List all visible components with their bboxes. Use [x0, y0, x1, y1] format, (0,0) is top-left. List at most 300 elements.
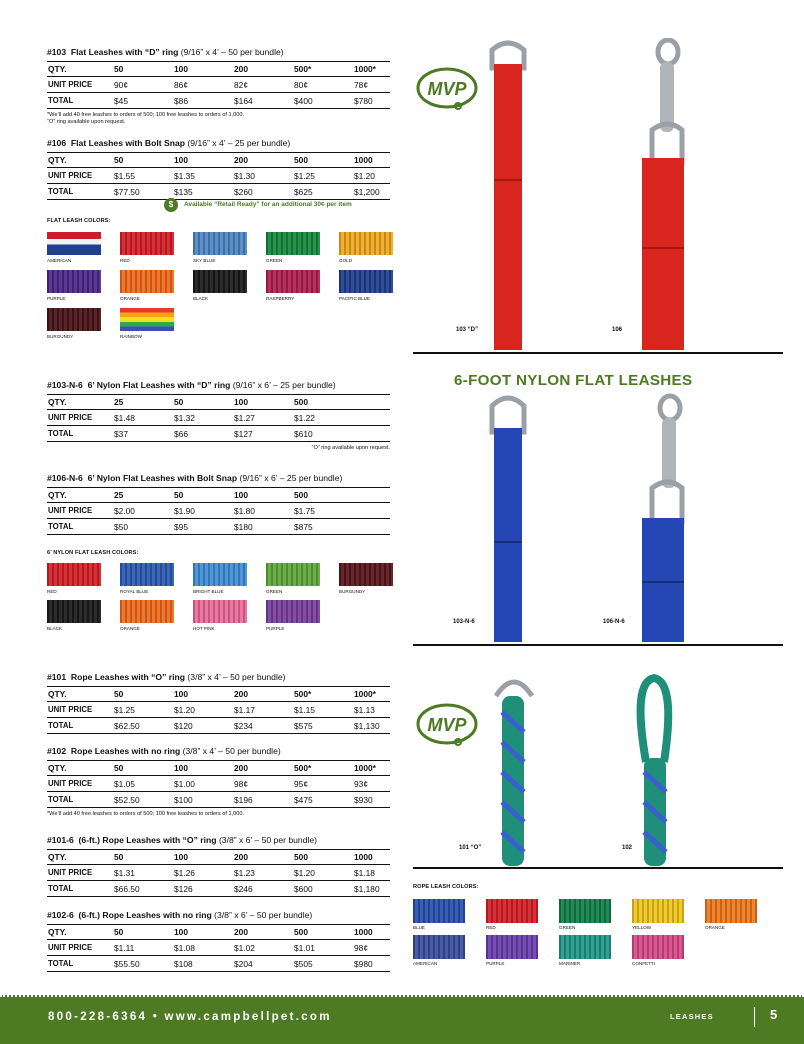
- table-header-row: [47, 761, 390, 776]
- price-table: [47, 686, 390, 734]
- color-swatch: [120, 270, 174, 293]
- table-header-cell: 200: [233, 761, 293, 776]
- label-101-o: 101 “O”: [459, 845, 482, 851]
- product-spec: (9/16” x 6’ – 25 per bundle): [232, 380, 336, 390]
- table-header-cell: 50: [173, 488, 233, 503]
- table-cell: $1.13: [353, 702, 390, 718]
- table-header-cell: 1000: [353, 925, 390, 940]
- table-cell: $1.90: [173, 503, 233, 519]
- color-swatch: [339, 563, 393, 586]
- table-header-cell: 500: [293, 395, 353, 410]
- color-swatch: [705, 899, 757, 923]
- table-cell: $2.00: [113, 503, 173, 519]
- table-header-row: [47, 153, 390, 168]
- table-header-cell: 100: [233, 488, 293, 503]
- swatch-label: GREEN: [266, 258, 283, 263]
- table-cell: 90¢: [113, 77, 173, 93]
- table-header-row: [47, 488, 390, 503]
- color-swatch: [47, 232, 101, 255]
- table-cell: TOTAL: [47, 93, 113, 109]
- table-row: [47, 718, 390, 734]
- table-cell: 82¢: [233, 77, 293, 93]
- table-cell: $1.55: [113, 168, 173, 184]
- swatch-label: BURGUNDY: [339, 589, 366, 594]
- footnote-line: “O” ring available upon request.: [311, 445, 390, 451]
- swatch-label: BURGUNDY: [47, 334, 74, 339]
- table-cell: UNIT PRICE: [47, 940, 113, 956]
- color-swatch: [266, 563, 320, 586]
- product-title: Rope Leashes with no ring: [70, 746, 181, 756]
- table-cell: $86: [173, 93, 233, 109]
- table-cell: $1,200: [353, 184, 390, 200]
- footer: [0, 995, 804, 1044]
- color-swatch: [120, 563, 174, 586]
- table-header-cell: 50: [113, 687, 173, 702]
- footer-separator: [754, 1007, 755, 1027]
- table-cell: $196: [233, 792, 293, 808]
- table-cell: 95¢: [293, 776, 353, 792]
- color-swatch: [413, 935, 465, 959]
- footnote-line: *We’ll add 40 free leashes to orders of 500; 100 free leashes to orders of 1,000.: [47, 112, 245, 118]
- table-header-cell: 100: [173, 761, 233, 776]
- table-header-cell: 50: [113, 761, 173, 776]
- label-106-n-6: 106-N-6: [603, 619, 625, 625]
- table-cell: 80¢: [293, 77, 353, 93]
- table-header-cell: 1000*: [353, 687, 390, 702]
- table-header-cell: 1000: [353, 153, 390, 168]
- color-swatch: [559, 899, 611, 923]
- product-title: Rope Leashes with “O” ring: [70, 672, 186, 682]
- table-header-cell: QTY.: [47, 488, 113, 503]
- table-cell: $1.80: [233, 503, 293, 519]
- color-swatch: [47, 270, 101, 293]
- price-table: [47, 487, 390, 535]
- swatch-label: YELLOW: [632, 925, 652, 930]
- table-cell: $1.18: [353, 865, 390, 881]
- table-cell: UNIT PRICE: [47, 865, 113, 881]
- table-header-cell: QTY.: [47, 850, 113, 865]
- swatch-label: ORANGE: [120, 626, 140, 631]
- product-title: (6-ft.) Rope Leashes with no ring: [78, 910, 212, 920]
- leash-103-d-photo: [478, 40, 538, 350]
- swatch-label: AMERICAN: [413, 961, 438, 966]
- product-title: 6’ Nylon Flat Leashes with Bolt Snap: [87, 473, 238, 483]
- table-header-cell: 500: [293, 153, 353, 168]
- swatch-label: AMERICAN: [47, 258, 72, 263]
- table-header-cell: 500*: [293, 761, 353, 776]
- table-cell: $1.48: [113, 410, 173, 426]
- table-cell: $1.20: [353, 168, 390, 184]
- table-cell: $180: [233, 519, 293, 535]
- table-cell: $1.27: [233, 410, 293, 426]
- table-header-cell: 200: [233, 62, 293, 77]
- product-code: #102: [47, 746, 67, 756]
- table-row: [47, 410, 390, 426]
- table-cell: $1.35: [173, 168, 233, 184]
- price-table: [47, 152, 390, 200]
- color-swatch: [120, 232, 174, 255]
- swatch-label: PACIFIC BLUE: [339, 296, 371, 301]
- color-swatch: [193, 270, 247, 293]
- section-102: [47, 746, 390, 818]
- table-cell: $610: [293, 426, 353, 442]
- swatch-title: ROPE LEASH COLORS:: [413, 884, 479, 890]
- table-header-cell: 500: [293, 488, 353, 503]
- table-cell: $1.20: [293, 865, 353, 881]
- table-cell: UNIT PRICE: [47, 77, 113, 93]
- table-header-cell: 500: [293, 850, 353, 865]
- table-cell: $1.25: [113, 702, 173, 718]
- table-cell: $575: [293, 718, 353, 734]
- product-title: Flat Leashes with “D” ring: [70, 47, 179, 57]
- color-swatch: [193, 232, 247, 255]
- table-cell: $1.31: [113, 865, 173, 881]
- table-cell: [353, 503, 390, 519]
- product-spec: (9/16” x 4’ – 25 per bundle): [187, 138, 291, 148]
- table-cell: $126: [173, 881, 233, 897]
- color-swatch: [632, 935, 684, 959]
- table-header-row: [47, 850, 390, 865]
- table-cell: $1.20: [173, 702, 233, 718]
- swatch-title: 6’ NYLON FLAT LEASH COLORS:: [47, 550, 139, 556]
- table-header-cell: 1000: [353, 850, 390, 865]
- table-cell: TOTAL: [47, 881, 113, 897]
- table-cell: $246: [233, 881, 293, 897]
- swatch-label: GREEN: [266, 589, 283, 594]
- swatch-label: HOT PINK: [193, 626, 215, 631]
- table-cell: $1.30: [233, 168, 293, 184]
- table-row: [47, 93, 390, 109]
- color-swatch: [413, 899, 465, 923]
- table-header-row: [47, 687, 390, 702]
- table-header-cell: QTY.: [47, 925, 113, 940]
- table-cell: $66: [173, 426, 233, 442]
- table-cell: $1.17: [233, 702, 293, 718]
- table-cell: UNIT PRICE: [47, 168, 113, 184]
- label-103-d: 103 “D”: [456, 327, 479, 333]
- table-cell: $66.50: [113, 881, 173, 897]
- table-header-cell: 200: [233, 925, 293, 940]
- table-cell: $980: [353, 956, 390, 972]
- table-header-cell: 100: [173, 925, 233, 940]
- color-swatch: [559, 935, 611, 959]
- retail-ready-note: Available “Retail Ready” for an additional 30¢ per item: [184, 201, 352, 208]
- table-cell: TOTAL: [47, 792, 113, 808]
- table-cell: $204: [233, 956, 293, 972]
- table-header-cell: 200: [233, 850, 293, 865]
- table-header-cell: 50: [113, 850, 173, 865]
- table-row: [47, 702, 390, 718]
- table-header-cell: 50: [113, 925, 173, 940]
- footnote-line: *We’ll add 40 free leashes to orders of 500; 100 free leashes to orders of 1,000.: [47, 811, 245, 817]
- leash-101-o-photo: [486, 672, 546, 866]
- color-swatch: [47, 308, 101, 331]
- table-cell: $120: [173, 718, 233, 734]
- table-cell: $127: [233, 426, 293, 442]
- section-title: [47, 473, 390, 483]
- table-header-cell: QTY.: [47, 153, 113, 168]
- section-101: [47, 672, 390, 734]
- swatch-label: RASPBERRY: [266, 296, 295, 301]
- table-row: [47, 77, 390, 93]
- product-title: 6’ Nylon Flat Leashes with “D” ring: [87, 380, 231, 390]
- color-swatch: [47, 563, 101, 586]
- svg-text:MVP: MVP: [427, 715, 467, 735]
- price-table: [47, 924, 390, 972]
- table-cell: $1.75: [293, 503, 353, 519]
- table-header-cell: 25: [113, 395, 173, 410]
- swatch-label: ROYAL BLUE: [120, 589, 149, 594]
- leash-102-photo: [628, 672, 688, 866]
- table-cell: TOTAL: [47, 184, 113, 200]
- table-header-cell: 50: [113, 153, 173, 168]
- table-row: [47, 956, 390, 972]
- table-header-cell: 50: [113, 62, 173, 77]
- page-number: 5: [770, 1007, 778, 1022]
- swatch-label: BRIGHT BLUE: [193, 589, 224, 594]
- product-code: #102-6: [47, 910, 74, 920]
- section-103: [47, 47, 390, 126]
- table-cell: [353, 519, 390, 535]
- table-row: [47, 865, 390, 881]
- color-swatch: [193, 600, 247, 623]
- divider-rope: [413, 867, 783, 869]
- color-swatch: [486, 935, 538, 959]
- table-cell: UNIT PRICE: [47, 702, 113, 718]
- table-cell: $600: [293, 881, 353, 897]
- swatch-label: GREEN: [559, 925, 576, 930]
- color-swatch: [266, 232, 320, 255]
- table-header-row: [47, 395, 390, 410]
- footnote: [47, 811, 390, 818]
- footnote-line: “O” ring available upon request.: [47, 119, 126, 125]
- table-cell: 93¢: [353, 776, 390, 792]
- leash-103-n-6-photo: [478, 392, 538, 642]
- table-cell: $1.01: [293, 940, 353, 956]
- table-header-cell: 100: [233, 395, 293, 410]
- table-cell: $1.00: [173, 776, 233, 792]
- footer-section-name: LEASHES: [670, 1012, 714, 1021]
- table-header-cell: 100: [173, 62, 233, 77]
- table-header-row: [47, 62, 390, 77]
- table-cell: $1.11: [113, 940, 173, 956]
- table-cell: [353, 410, 390, 426]
- table-header-cell: 200: [233, 687, 293, 702]
- color-swatch: [339, 270, 393, 293]
- table-header-cell: QTY.: [47, 687, 113, 702]
- table-cell: $52.50: [113, 792, 173, 808]
- table-cell: TOTAL: [47, 956, 113, 972]
- product-title: (6-ft.) Rope Leashes with “O” ring: [78, 835, 217, 845]
- swatch-label: CONFETTI: [632, 961, 655, 966]
- section-title: [47, 835, 390, 845]
- footer-contact: 800-228-6364 • www.campbellpet.com: [48, 1011, 332, 1023]
- color-swatch: [339, 232, 393, 255]
- swatch-label: PURPLE: [47, 296, 66, 301]
- table-cell: $164: [233, 93, 293, 109]
- table-header-cell: 500*: [293, 62, 353, 77]
- table-header-cell: [353, 488, 390, 503]
- product-spec: (3/8” x 4’ – 50 per bundle): [182, 746, 281, 756]
- table-cell: $77.50: [113, 184, 173, 200]
- product-spec: (9/16” x 4’ – 50 per bundle): [180, 47, 284, 57]
- divider-middle: [413, 644, 783, 646]
- label-102: 102: [622, 845, 633, 851]
- table-cell: 86¢: [173, 77, 233, 93]
- color-swatch: [266, 270, 320, 293]
- leash-106-n-6-photo: [630, 392, 700, 642]
- section-title: [47, 47, 390, 57]
- table-cell: TOTAL: [47, 718, 113, 734]
- section-102-6: [47, 910, 390, 972]
- table-cell: UNIT PRICE: [47, 410, 113, 426]
- table-row: [47, 184, 390, 200]
- swatch-label: RED: [486, 925, 496, 930]
- swatch-label: BLACK: [193, 296, 209, 301]
- color-swatch: [120, 600, 174, 623]
- swatch-label: RED: [120, 258, 130, 263]
- table-header-cell: 100: [173, 687, 233, 702]
- table-row: [47, 776, 390, 792]
- table-header-cell: QTY.: [47, 62, 113, 77]
- color-swatch: [266, 600, 320, 623]
- price-table: [47, 394, 390, 442]
- product-spec: (3/8” x 4’ – 50 per bundle): [187, 672, 286, 682]
- table-cell: $1.25: [293, 168, 353, 184]
- table-cell: 98¢: [353, 940, 390, 956]
- table-cell: $1.08: [173, 940, 233, 956]
- table-row: [47, 940, 390, 956]
- table-cell: $1.22: [293, 410, 353, 426]
- table-cell: $1.02: [233, 940, 293, 956]
- table-cell: $1.05: [113, 776, 173, 792]
- table-cell: $55.50: [113, 956, 173, 972]
- swatch-title: FLAT LEASH COLORS:: [47, 218, 111, 224]
- table-header-cell: 1000*: [353, 761, 390, 776]
- swatch-label: RED: [47, 589, 57, 594]
- table-cell: $260: [233, 184, 293, 200]
- table-cell: $400: [293, 93, 353, 109]
- leash-106-photo: [630, 38, 700, 350]
- table-cell: $45: [113, 93, 173, 109]
- table-header-cell: 25: [113, 488, 173, 503]
- table-header-cell: 1000*: [353, 62, 390, 77]
- table-cell: $475: [293, 792, 353, 808]
- table-header-row: [47, 925, 390, 940]
- product-code: #106-N-6: [47, 473, 83, 483]
- table-cell: $505: [293, 956, 353, 972]
- table-cell: $930: [353, 792, 390, 808]
- table-cell: $780: [353, 93, 390, 109]
- swatch-label: BLUE: [413, 925, 426, 930]
- table-cell: $625: [293, 184, 353, 200]
- table-row: [47, 881, 390, 897]
- swatch-label: MARINER: [559, 961, 581, 966]
- table-cell: $1.23: [233, 865, 293, 881]
- swatch-label: BLACK: [47, 626, 63, 631]
- table-cell: $1.26: [173, 865, 233, 881]
- table-cell: 78¢: [353, 77, 390, 93]
- table-cell: $37: [113, 426, 173, 442]
- table-cell: $95: [173, 519, 233, 535]
- table-cell: TOTAL: [47, 426, 113, 442]
- price-table: [47, 760, 390, 808]
- section-title: [47, 672, 390, 682]
- table-cell: UNIT PRICE: [47, 776, 113, 792]
- table-cell: UNIT PRICE: [47, 503, 113, 519]
- swatch-label: ORANGE: [705, 925, 725, 930]
- table-row: [47, 792, 390, 808]
- table-row: [47, 168, 390, 184]
- mvp-logo-rope: [416, 702, 478, 748]
- section-title: [47, 746, 390, 756]
- section-101-6: [47, 835, 390, 897]
- heading-6ft-nylon: 6-FOOT NYLON FLAT LEASHES: [454, 372, 693, 389]
- table-header-cell: [353, 395, 390, 410]
- color-swatch: [120, 308, 174, 331]
- product-code: #103-N-6: [47, 380, 83, 390]
- table-cell: [353, 426, 390, 442]
- table-header-cell: QTY.: [47, 761, 113, 776]
- table-cell: $1.15: [293, 702, 353, 718]
- color-swatch: [632, 899, 684, 923]
- footer-dotted-rule: [0, 995, 804, 998]
- table-cell: $100: [173, 792, 233, 808]
- color-swatch: [47, 600, 101, 623]
- table-cell: $135: [173, 184, 233, 200]
- product-spec: (3/8” x 6’ – 50 per bundle): [218, 835, 318, 845]
- table-cell: $234: [233, 718, 293, 734]
- footnote: [47, 445, 390, 452]
- section-title: [47, 138, 390, 148]
- swatch-label: PURPLE: [266, 626, 285, 631]
- color-swatch: [486, 899, 538, 923]
- product-code: #103: [47, 47, 67, 57]
- table-header-cell: 50: [173, 395, 233, 410]
- table-row: [47, 519, 390, 535]
- product-spec: (9/16” x 6’ – 25 per bundle): [239, 473, 343, 483]
- svg-text:MVP: MVP: [427, 79, 467, 99]
- table-header-cell: 100: [173, 850, 233, 865]
- retail-ready-icon: $: [164, 198, 178, 212]
- table-cell: $50: [113, 519, 173, 535]
- swatch-label: PURPLE: [486, 961, 505, 966]
- table-cell: $875: [293, 519, 353, 535]
- swatch-label: SKY BLUE: [193, 258, 216, 263]
- table-cell: TOTAL: [47, 519, 113, 535]
- table-cell: $108: [173, 956, 233, 972]
- table-header-cell: 500*: [293, 687, 353, 702]
- divider-top: [413, 352, 783, 354]
- color-swatch: [193, 563, 247, 586]
- price-table: [47, 61, 390, 109]
- label-106: 106: [612, 327, 623, 333]
- product-spec: (3/8” x 6’ – 50 per bundle): [214, 910, 313, 920]
- table-row: [47, 426, 390, 442]
- table-cell: $62.50: [113, 718, 173, 734]
- footnote: [47, 112, 390, 126]
- table-header-cell: 100: [173, 153, 233, 168]
- product-title: Flat Leashes with Bolt Snap: [70, 138, 186, 148]
- label-103-n-6: 103-N-6: [453, 619, 475, 625]
- table-cell: $1.32: [173, 410, 233, 426]
- swatch-label: RAINBOW: [120, 334, 142, 339]
- section-title: [47, 380, 390, 390]
- product-code: #106: [47, 138, 67, 148]
- table-row: [47, 503, 390, 519]
- swatch-label: GOLD: [339, 258, 353, 263]
- table-cell: 98¢: [233, 776, 293, 792]
